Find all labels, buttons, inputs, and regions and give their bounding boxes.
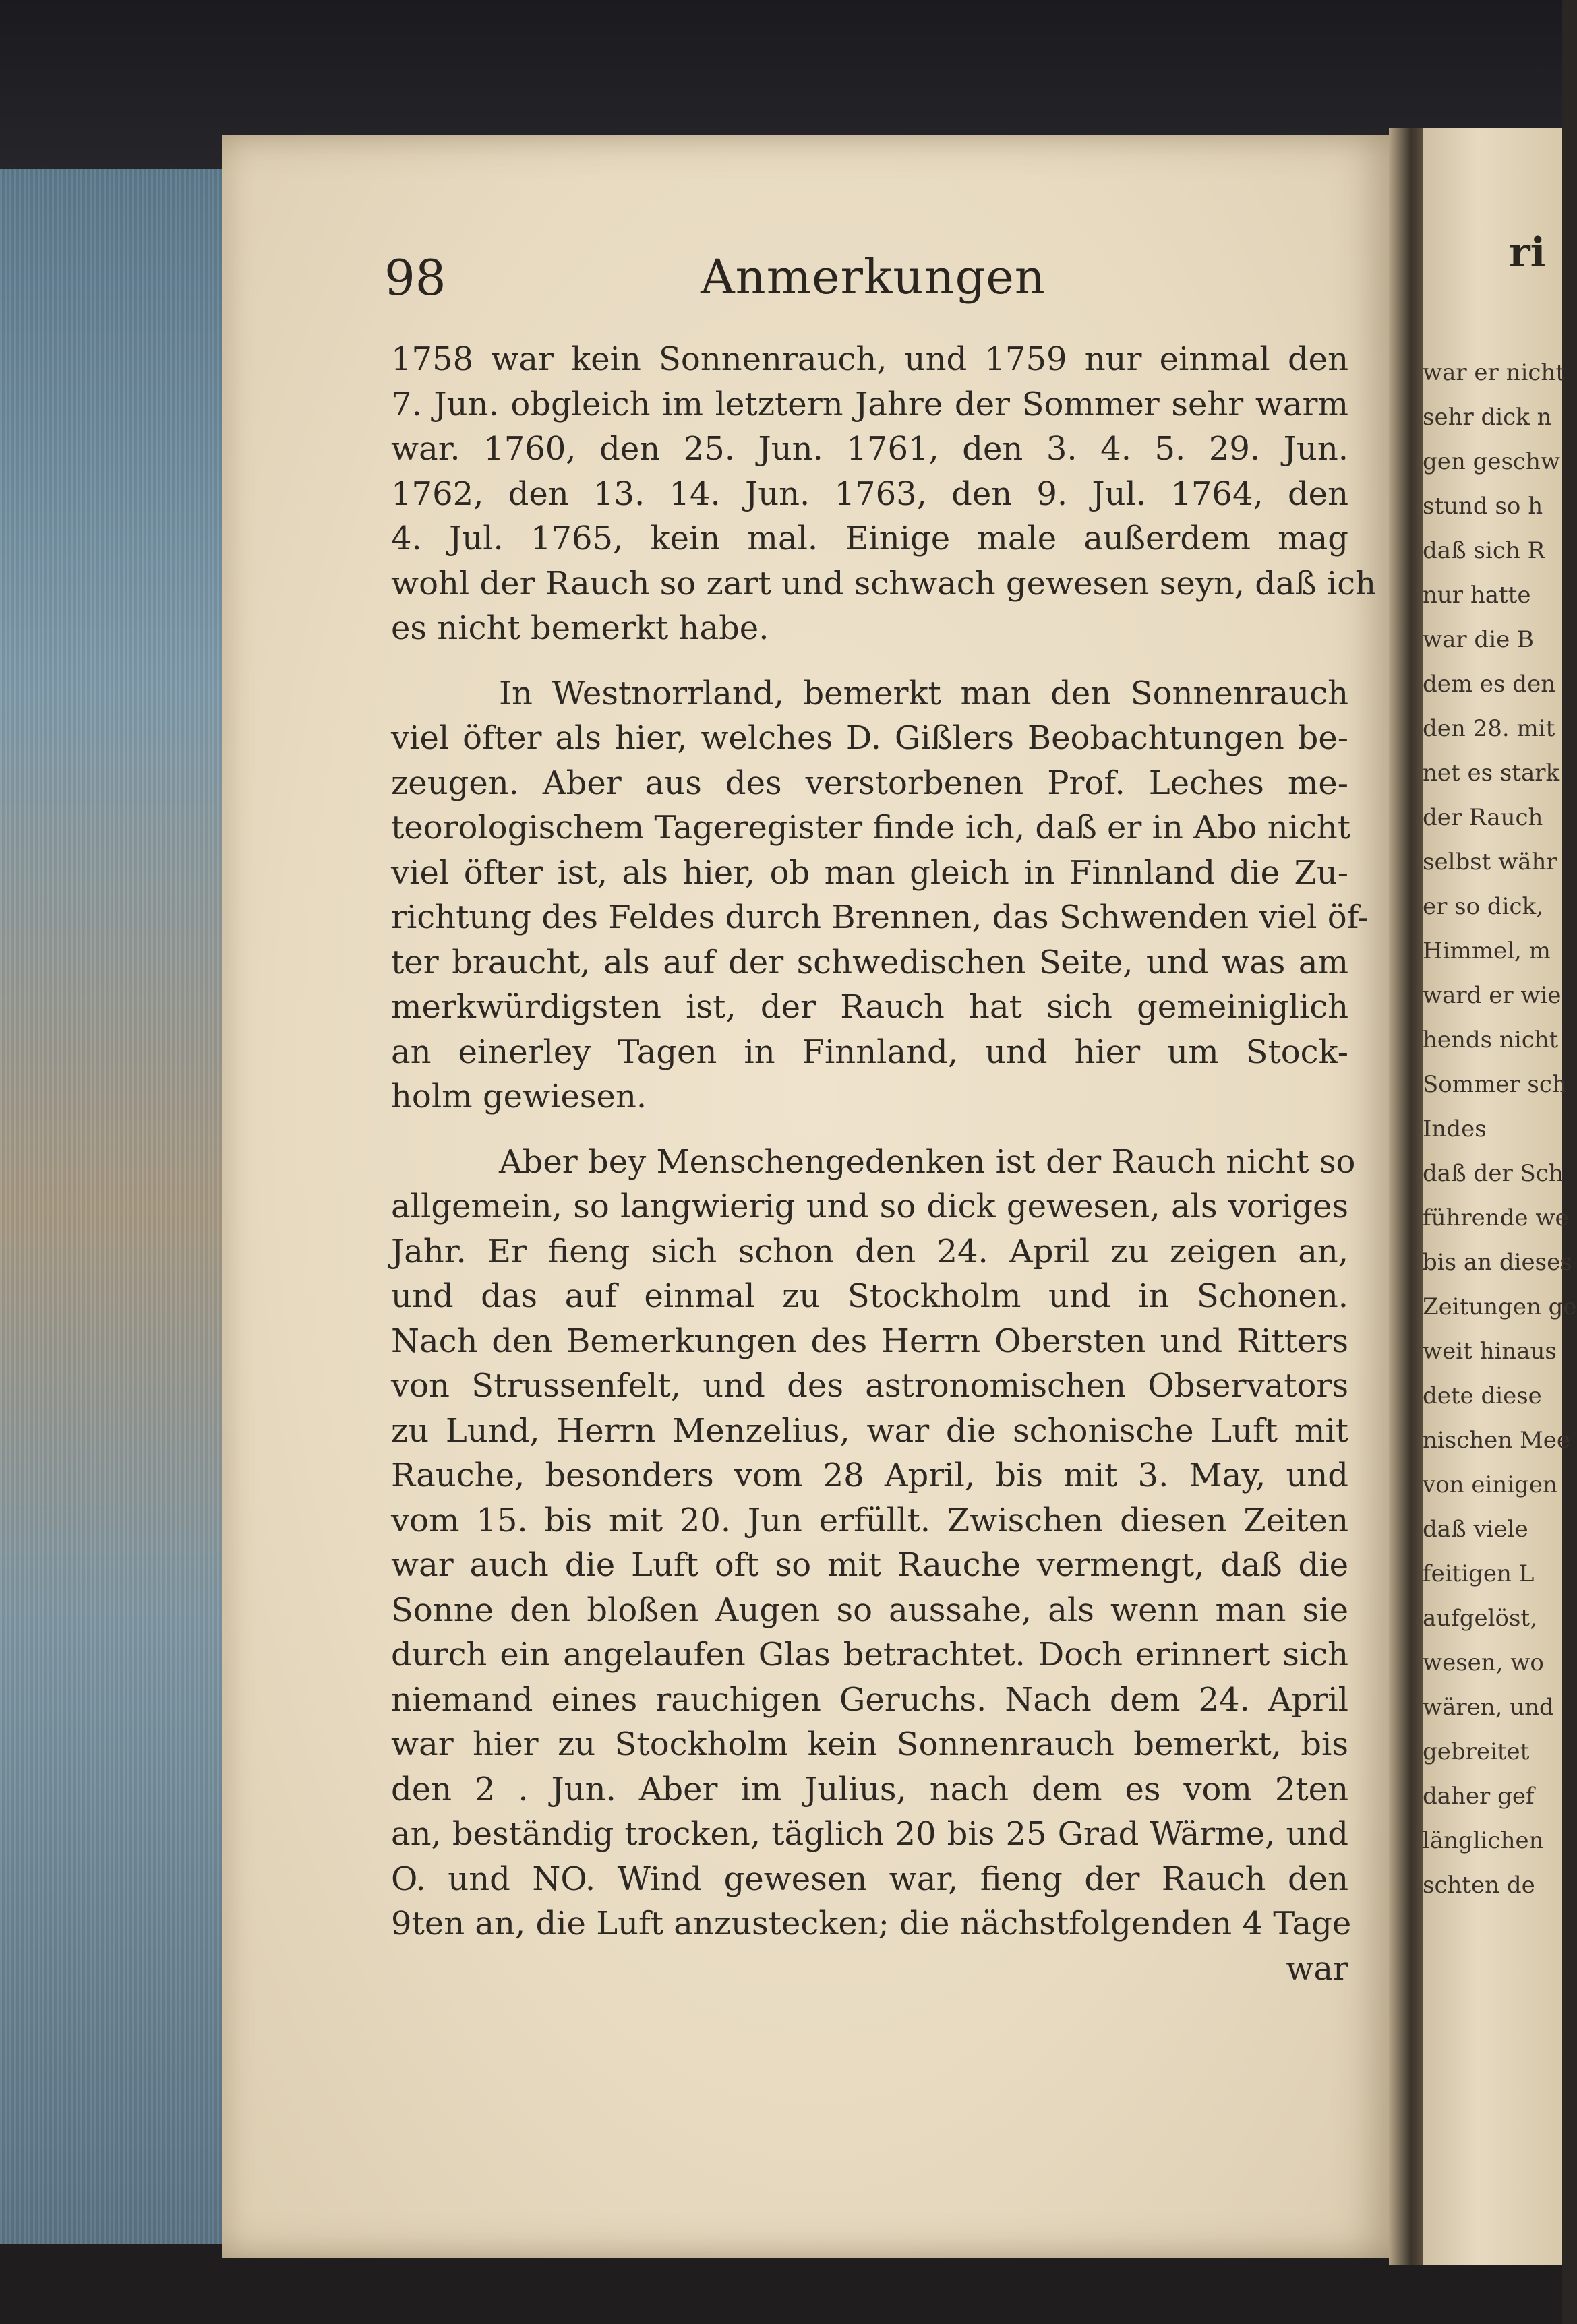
text-line: merkwürdigsten ist, der Rauch hat sich gemeiniglich	[391, 988, 1348, 1026]
next-page-line: bis an dieses	[1423, 1249, 1572, 1276]
next-page-line: ward er wie	[1423, 982, 1561, 1009]
next-page-line: daß viele	[1423, 1516, 1528, 1543]
text-line: es nicht bemerkt habe.	[391, 609, 769, 647]
next-page-line: dete diese	[1423, 1382, 1542, 1409]
text-line: ter braucht, als auf der schwedischen Seite, und was am	[391, 943, 1348, 981]
text-line: war. 1760, den 25. Jun. 1761, den 3. 4. 5. 29. Jun.	[391, 430, 1348, 468]
text-line: In Westnorrland, bemerkt man den Sonnenrauch	[499, 674, 1348, 712]
text-line: Sonne den bloßen Augen so aussahe, als wenn man sie	[391, 1591, 1348, 1629]
text-line: Rauche, besonders vom 28 April, bis mit 3. May, und	[391, 1457, 1348, 1494]
text-line: O. und NO. Wind gewesen war, fieng der Rauch den	[391, 1860, 1348, 1898]
page-number: 98	[384, 249, 446, 306]
next-page-head-fragment: ri	[1509, 229, 1546, 276]
next-page-line: net es stark	[1423, 760, 1560, 787]
next-page-line: sehr dick n	[1423, 404, 1552, 431]
next-page-line: hends nicht	[1423, 1027, 1559, 1053]
text-line: 1762, den 13. 14. Jun. 1763, den 9. Jul. 1764, den	[391, 475, 1348, 513]
text-line: 4. Jul. 1765, kein mal. Einige male außerdem mag	[391, 520, 1348, 557]
text-line: zeugen. Aber aus des verstorbenen Prof. Leches me-	[391, 764, 1348, 802]
next-page-line: wären, und	[1423, 1694, 1554, 1721]
next-page-line: weit hinaus	[1423, 1338, 1557, 1365]
text-line: 7. Jun. obgleich im letztern Jahre der Sommer sehr warm	[391, 385, 1348, 423]
text-line: vom 15. bis mit 20. Jun erfüllt. Zwischen diesen Zeiten	[391, 1501, 1348, 1539]
paragraph-3	[391, 1140, 1356, 1947]
next-page-line: nischen Mee	[1423, 1427, 1571, 1454]
next-page-line: der Rauch	[1423, 804, 1543, 831]
book-fore-edge	[0, 169, 225, 2244]
next-page-line: Himmel, m	[1423, 938, 1551, 965]
text-line: und das auf einmal zu Stockholm und in Schonen.	[391, 1277, 1348, 1315]
text-line: Nach den Bemerkungen des Herrn Obersten und Ritters	[391, 1322, 1348, 1360]
next-page-line: gen geschw	[1423, 448, 1560, 475]
body-text	[391, 337, 1377, 1991]
next-page-line: stund so h	[1423, 493, 1543, 520]
paragraph-2	[391, 671, 1369, 1120]
next-page-line: nur hatte	[1423, 582, 1531, 609]
text-line: an einerley Tagen in Finnland, und hier um Stock-	[391, 1033, 1348, 1071]
next-page-line: Zeitungen ge	[1423, 1293, 1577, 1320]
next-page-line: Indes	[1423, 1115, 1487, 1142]
text-line: 1758 war kein Sonnenrauch, und 1759 nur einmal den	[391, 340, 1348, 378]
next-page-line: daß der Sch	[1423, 1160, 1564, 1187]
next-page-text	[1423, 350, 1577, 1907]
running-head: Anmerkungen	[701, 249, 1046, 305]
text-line: zu Lund, Herrn Menzelius, war die schonische Luft mit	[391, 1411, 1348, 1450]
text-line: holm gewiesen.	[391, 1078, 647, 1115]
next-page-line: dem es den	[1423, 671, 1556, 698]
text-line: wohl der Rauch so zart und schwach gewesen seyn, daß ich	[391, 564, 1377, 603]
next-page-line: aufgelöst,	[1423, 1605, 1537, 1632]
next-page-line: führende we	[1423, 1204, 1569, 1231]
catchword: war	[1286, 1949, 1348, 1988]
text-line: war hier zu Stockholm kein Sonnenrauch bemerkt, bis	[391, 1725, 1348, 1763]
next-page-line: schten de	[1423, 1872, 1535, 1899]
text-line: durch ein angelaufen Glas betrachtet. Doch erinnert sich	[391, 1636, 1348, 1674]
next-page-line: war die B	[1423, 626, 1534, 653]
next-page-line: daß sich R	[1423, 537, 1545, 564]
next-page-line: Sommer sch	[1423, 1071, 1567, 1098]
text-line: Jahr. Er fieng sich schon den 24. April zu zeigen an,	[391, 1232, 1348, 1271]
paragraph-1	[391, 337, 1377, 651]
text-line: den 2 . Jun. Aber im Julius, nach dem es vom 2ten	[391, 1770, 1348, 1808]
next-page-line: selbst währ	[1423, 849, 1557, 876]
next-page-line: war er nicht	[1423, 359, 1565, 386]
text-line: viel öfter als hier, welches D. Gißlers Beobachtungen be-	[391, 719, 1348, 757]
next-page-line: feitigen L	[1423, 1560, 1535, 1587]
text-line: niemand eines rauchigen Geruchs. Nach dem 24. April	[391, 1680, 1348, 1719]
text-line: war auch die Luft oft so mit Rauche vermengt, daß die	[391, 1546, 1348, 1584]
next-page-line: den 28. mit	[1423, 715, 1555, 742]
page-header	[384, 243, 1362, 317]
next-page-line: länglichen	[1423, 1827, 1544, 1854]
next-page-line: gebreitet	[1423, 1738, 1530, 1765]
text-line: von Strussenfelt, und des astronomischen Observators	[391, 1367, 1348, 1405]
text-line: allgemein, so langwierig und so dick gewesen, als voriges	[391, 1188, 1348, 1225]
text-line: Aber bey Menschengedenken ist der Rauch nicht so	[499, 1142, 1356, 1181]
text-line: teorologischem Tageregister finde ich, daß er in Abo nicht	[391, 809, 1351, 847]
next-page-line: wesen, wo	[1423, 1649, 1544, 1676]
next-page-line: von einigen	[1423, 1471, 1557, 1498]
text-line: 9ten an, die Luft anzustecken; die nächstfolgenden 4 Tage	[391, 1905, 1352, 1943]
next-page-line: er so dick,	[1423, 893, 1543, 920]
text-line: richtung des Feldes durch Brennen, das Schwenden viel öf-	[391, 898, 1369, 936]
next-page-line: daher gef	[1423, 1783, 1535, 1810]
text-line: an, beständig trocken, täglich 20 bis 25 Grad Wärme, und	[391, 1815, 1348, 1853]
text-line: viel öfter ist, als hier, ob man gleich in Finnland die Zu-	[391, 853, 1348, 892]
